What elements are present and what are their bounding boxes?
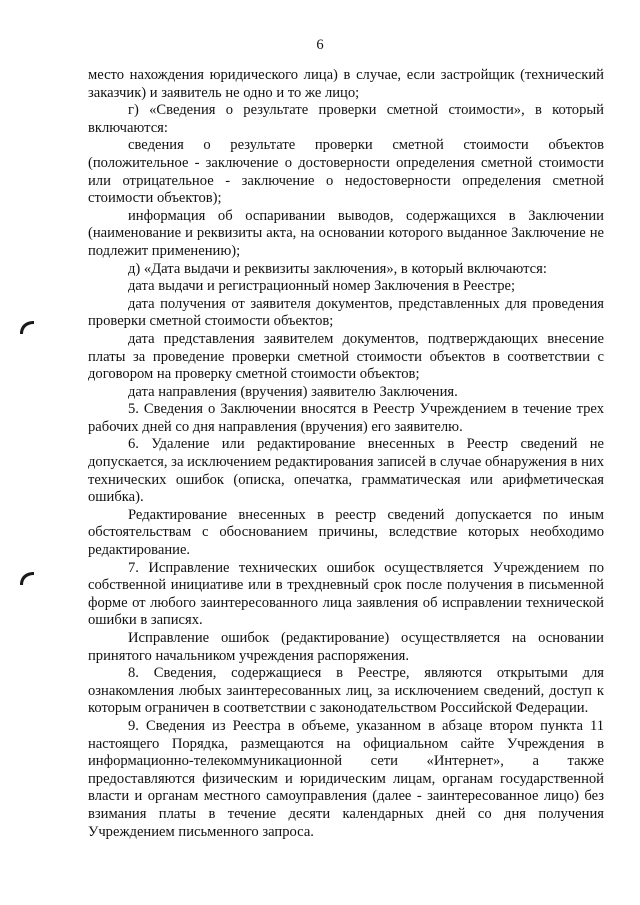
paragraph: дата получения от заявителя документов, представленных для проведения проверки сметной стоимости объектов; xyxy=(88,295,604,330)
paragraph: 6. Удаление или редактирование внесенных в Реестр сведений не допускается, за исключением редактирования записей в случае обнаружения в них технических ошибок (описка, опечатка, грамматическая или арифметическая ошибка). xyxy=(88,436,605,506)
paragraph: 5. Сведения о Заключении вносятся в Реестр Учреждением в течение трех рабочих дней со дня направления (вручения) его заявителю. xyxy=(88,401,604,435)
paragraph: место нахождения юридического лица) в случае, если застройщик (технический заказчик) и заявитель не одно и то же лицо; xyxy=(88,67,604,101)
paragraph: д) «Дата выдачи и реквизиты заключения», в который включаются: xyxy=(128,260,547,277)
paragraph: 9. Сведения из Реестра в объеме, указанном в абзаце втором пункта 11 настоящего Порядка, размещаются на официальном сайте Учреждения в информационно-телекоммуникационной сети «Интернет», а также предоставляются физическим и юридическим лицам, органам государственной власти и органам местного самоуправления (далее - заинтересованное лицо) без взимания платы в течение десяти календарных дней со дня получения Учреждением письменного запроса. xyxy=(88,717,604,840)
page-number: 6 xyxy=(316,37,324,53)
paragraph: г) «Сведения о результате проверки сметной стоимости», в который включаются: xyxy=(88,102,604,136)
paragraph: дата направления (вручения) заявителю Заключения. xyxy=(128,383,458,400)
punch-hole-mark-icon xyxy=(17,317,39,339)
punch-hole-mark-icon xyxy=(17,568,39,590)
paragraph: Редактирование внесенных в реестр сведений допускается по иным обстоятельствам с обоснованием причины, вследствие которых необходимо редактирование. xyxy=(88,506,604,559)
paragraph: дата представления заявителем документов, подтверждающих внесение платы за проведение проверки сметной стоимости объектов в соответствии с договором на проверку сметной стоимости объектов; xyxy=(88,330,604,383)
paragraph: Исправление ошибок (редактирование) осуществляется на основании принятого начальником учреждения распоряжения. xyxy=(88,630,604,664)
document-body xyxy=(88,67,604,841)
paragraph: дата выдачи и регистрационный номер Заключения в Реестре; xyxy=(128,278,516,295)
paragraph: 7. Исправление технических ошибок осуществляется Учреждением по собственной инициативе или в трехдневный срок после получения в письменной форме от любого заинтересованного лица заявления об исправлении технической ошибки в записях. xyxy=(88,559,604,629)
paragraph: 8. Сведения, содержащиеся в Реестре, являются открытыми для ознакомления любых заинтересованных лиц, за исключением сведений, доступ к которым ограничен в соответствии с законодательством Российской Федерации. xyxy=(88,665,604,717)
paragraph: сведения о результате проверки сметной стоимости объектов (положительное - заключение о достоверности определения сметной стоимости или отрицательное - заключение о недостоверности определения сметной стоимости объектов); xyxy=(88,137,604,207)
paragraph: информация об оспаривании выводов, содержащихся в Заключении (наименование и реквизиты акта, на основании которого выданное Заключение не подлежит применению); xyxy=(88,207,604,259)
